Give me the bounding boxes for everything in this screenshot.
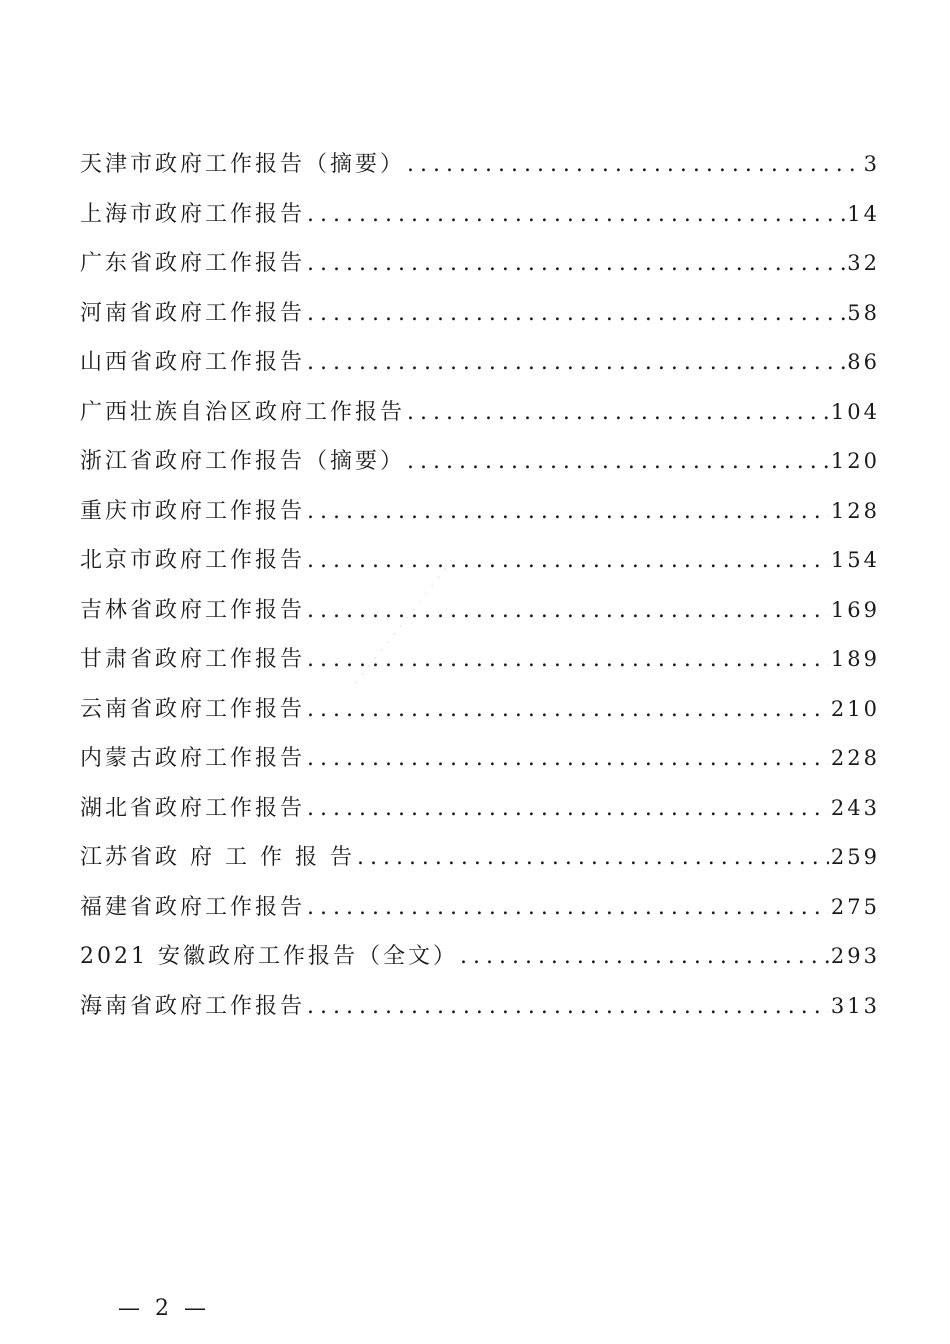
toc-entry[interactable] bbox=[80, 388, 880, 438]
toc-leader-dots bbox=[307, 190, 845, 240]
toc-leader-dots bbox=[460, 932, 829, 982]
toc-entry-page: 120 bbox=[830, 449, 880, 473]
toc-entry-page: 210 bbox=[830, 696, 880, 721]
toc-entry-page: 58 bbox=[847, 300, 880, 325]
page-number: — 2 — bbox=[118, 1296, 210, 1321]
toc-leader-dots bbox=[307, 883, 829, 933]
toc-leader-dots bbox=[307, 289, 845, 339]
toc-leader-dots bbox=[307, 239, 845, 289]
toc-entry-title: 吉林省政府工作报告 bbox=[80, 597, 306, 623]
toc-entry[interactable] bbox=[80, 883, 880, 933]
toc-leader-dots bbox=[307, 982, 829, 1032]
toc-entry-page: 313 bbox=[830, 993, 880, 1018]
toc-entry-title: 甘肃省政府工作报告 bbox=[80, 647, 306, 672]
toc-entry-page: 169 bbox=[830, 597, 880, 622]
toc-entry-page: 14 bbox=[847, 201, 880, 226]
toc-entry-title: 山西省政府工作报告 bbox=[80, 350, 306, 375]
toc-entry-title: 内蒙古政府工作报告 bbox=[80, 746, 306, 771]
toc-entry[interactable] bbox=[80, 289, 880, 339]
toc-leader-dots bbox=[307, 536, 829, 586]
toc-entry-page: 275 bbox=[830, 894, 880, 919]
toc-entry-page: 259 bbox=[830, 845, 880, 869]
toc-leader-dots bbox=[307, 685, 829, 735]
toc-entry[interactable] bbox=[80, 833, 880, 883]
toc-entry-page: 104 bbox=[830, 399, 880, 424]
toc-entry-title: 北京市政府工作报告 bbox=[80, 548, 306, 573]
toc-entry[interactable] bbox=[80, 982, 880, 1032]
toc-entry[interactable] bbox=[80, 190, 880, 240]
toc-entry[interactable] bbox=[80, 536, 880, 586]
toc-leader-dots bbox=[357, 833, 829, 883]
toc-entry-page: 228 bbox=[830, 746, 880, 770]
toc-entry-title: 河南省政府工作报告 bbox=[80, 300, 306, 326]
toc-entry-title: 湖北省政府工作报告 bbox=[80, 795, 306, 821]
toc-entry[interactable] bbox=[80, 586, 880, 636]
toc-entry-page: 128 bbox=[830, 498, 880, 523]
toc-leader-dots bbox=[307, 487, 829, 537]
toc-entry[interactable] bbox=[80, 239, 880, 289]
toc-entry[interactable] bbox=[80, 338, 880, 388]
toc-entry-page: 32 bbox=[847, 251, 880, 275]
watermark: · · · · · · · · · · · · · · · · bbox=[350, 554, 460, 690]
toc-entry[interactable] bbox=[80, 487, 880, 537]
toc-entry-title: 江苏省政 府 工 作 报 告 bbox=[80, 845, 355, 870]
toc-entry-title: 天津市政府工作报告（摘要） bbox=[80, 152, 406, 177]
toc-leader-dots bbox=[407, 437, 829, 487]
toc-entry[interactable] bbox=[80, 635, 880, 685]
toc-entry-title: 2021 安徽政府工作报告（全文） bbox=[80, 944, 458, 969]
toc-entry-title: 重庆市政府工作报告 bbox=[80, 498, 306, 524]
toc-leader-dots bbox=[307, 635, 829, 685]
toc-entry-title: 上海市政府工作报告 bbox=[80, 201, 306, 227]
toc-entry-page: 3 bbox=[863, 152, 880, 176]
toc-entry-page: 154 bbox=[830, 548, 880, 572]
table-of-contents bbox=[80, 140, 880, 1031]
toc-entry-page: 189 bbox=[830, 647, 880, 671]
toc-entry-title: 广东省政府工作报告 bbox=[80, 251, 306, 276]
toc-entry-page: 243 bbox=[830, 795, 880, 820]
toc-leader-dots bbox=[307, 734, 829, 784]
toc-entry-page: 86 bbox=[847, 350, 880, 374]
toc-entry[interactable] bbox=[80, 734, 880, 784]
toc-leader-dots bbox=[307, 586, 829, 636]
toc-leader-dots bbox=[407, 140, 862, 190]
toc-entry[interactable] bbox=[80, 932, 880, 982]
toc-entry-title: 海南省政府工作报告 bbox=[80, 993, 306, 1019]
toc-entry-title: 福建省政府工作报告 bbox=[80, 894, 306, 920]
toc-entry[interactable] bbox=[80, 140, 880, 190]
toc-entry-title: 广西壮族自治区政府工作报告 bbox=[80, 399, 406, 425]
toc-leader-dots bbox=[307, 338, 845, 388]
toc-entry[interactable] bbox=[80, 784, 880, 834]
toc-entry-title: 云南省政府工作报告 bbox=[80, 696, 306, 722]
toc-entry-title: 浙江省政府工作报告（摘要） bbox=[80, 449, 406, 474]
toc-leader-dots bbox=[407, 388, 829, 438]
toc-entry-page: 293 bbox=[830, 944, 880, 968]
toc-leader-dots bbox=[307, 784, 829, 834]
toc-entry[interactable] bbox=[80, 685, 880, 735]
toc-entry[interactable] bbox=[80, 437, 880, 487]
